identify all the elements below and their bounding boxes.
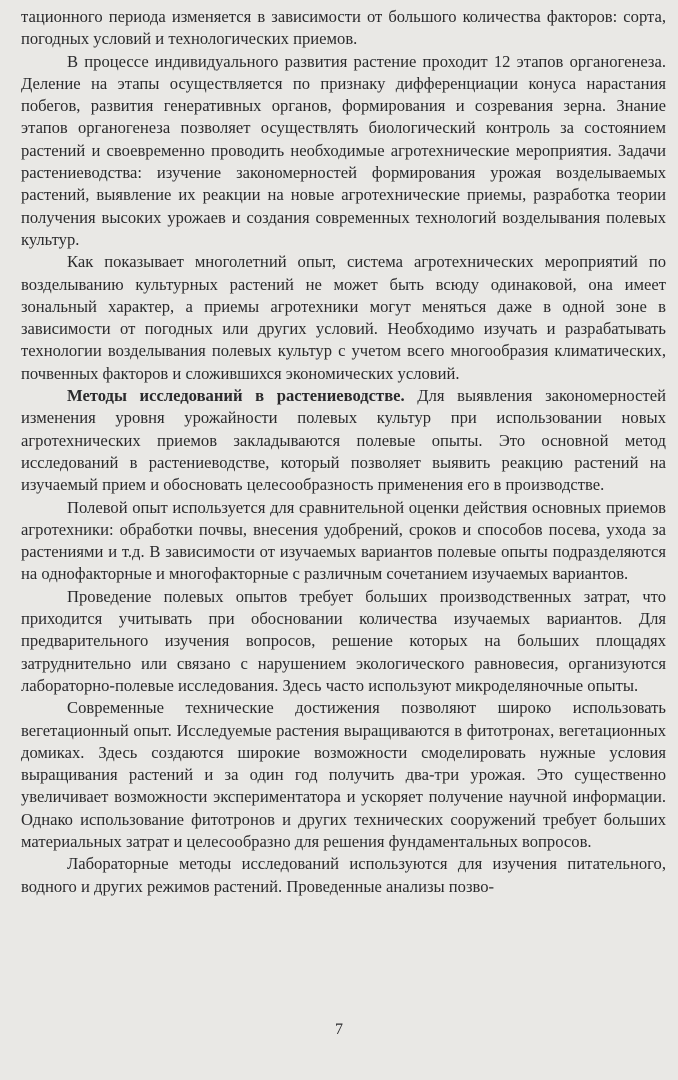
paragraph-3 <box>21 251 666 385</box>
paragraph-4 <box>21 385 666 496</box>
paragraph-7 <box>21 697 666 853</box>
paragraph-8 <box>21 853 666 898</box>
paragraph-4-text: Для выявления закономерностей изменения уровня урожайности полевых культур при использовании новых агротехнических приемов закладываются полевые опыты. Это основной метод исследований в растениеводстве, который позволяет выявить реакцию растений на изучаемый прием и обосновать целесообразность применения его в производстве. <box>21 386 666 495</box>
section-heading-research-methods: Методы исследований в растениеводстве. <box>67 386 405 406</box>
paragraph-2 <box>21 51 666 252</box>
paragraph-5 <box>21 497 666 586</box>
paragraph-6-text: Проведение полевых опытов требует больших производственных затрат, что приходится учитывать при обосновании количества изучаемых вариантов. Для предварительного изучения вопросов, решение которых на больших площадях затруднительно или связано с нарушением экологического равновесия, организуются лабораторно-полевые исследования. Здесь часто используют микроделяночные опыты. <box>21 586 666 695</box>
paragraph-2-text: В процессе индивидуального развития растение проходит 12 этапов органогенеза. Деление на этапы осуществляется по признаку дифференциации конуса нарастания побегов, развития генеративных органов, формирования и созревания зерна. Знание этапов органогенеза позволяет осуществлять биологический контроль за состоянием растений и своевременно проводить необходимые агротехнические мероприятия. Задачи растениеводства: изучение закономерностей формирования урожая возделываемых растений, выявление их реакции на новые агротехнические приемы, разработка теории получения высоких урожаев и создания современных технологий возделывания полевых культур. <box>21 51 666 249</box>
paragraph-1-text: тационного периода изменяется в зависимости от большого количества факторов: сорта, погодных условий и технологических приемов. <box>21 7 666 49</box>
paragraph-1 <box>21 6 666 51</box>
page-number: 7 <box>335 1021 343 1038</box>
paragraph-7-text: Современные технические достижения позволяют широко использовать вегетационный опыт. Исследуемые растения выращиваются в фитотронах, вегетационных домиках. Здесь создаются широкие возможности смоделировать нужные условия выращивания растений и за один год получить два-три урожая. Это существенно увеличивает возможности экспериментатора и ускоряет получение научной информации. Однако использование фитотронов и других технических сооружений требует больших материальных затрат и целесообразно для решения фундаментальных вопросов. <box>21 698 666 851</box>
paragraph-6 <box>21 586 666 697</box>
paragraph-8-text: Лабораторные методы исследований используются для изучения питательного, водного и других режимов растений. Проведенные анализы позво- <box>21 854 666 896</box>
paragraph-3-text: Как показывает многолетний опыт, система агротехнических мероприятий по возделыванию культурных растений не может быть всюду одинаковой, она имеет зональный характер, а приемы агротехники могут меняться даже в одной зоне в зависимости от погодных или других условий. Необходимо изучать и разрабатывать технологии возделывания полевых культур с учетом всего многообразия климатических, почвенных факторов и сложившихся экономических условий. <box>21 252 666 383</box>
paragraph-5-text: Полевой опыт используется для сравнительной оценки действия основных приемов агротехники: обработки почвы, внесения удобрений, сроков и способов посева, ухода за растениями и т.д. В зависимости от изучаемых вариантов полевые опыты подразделяются на однофакторные и многофакторные с различным сочетанием изучаемых вариантов. <box>21 497 666 584</box>
